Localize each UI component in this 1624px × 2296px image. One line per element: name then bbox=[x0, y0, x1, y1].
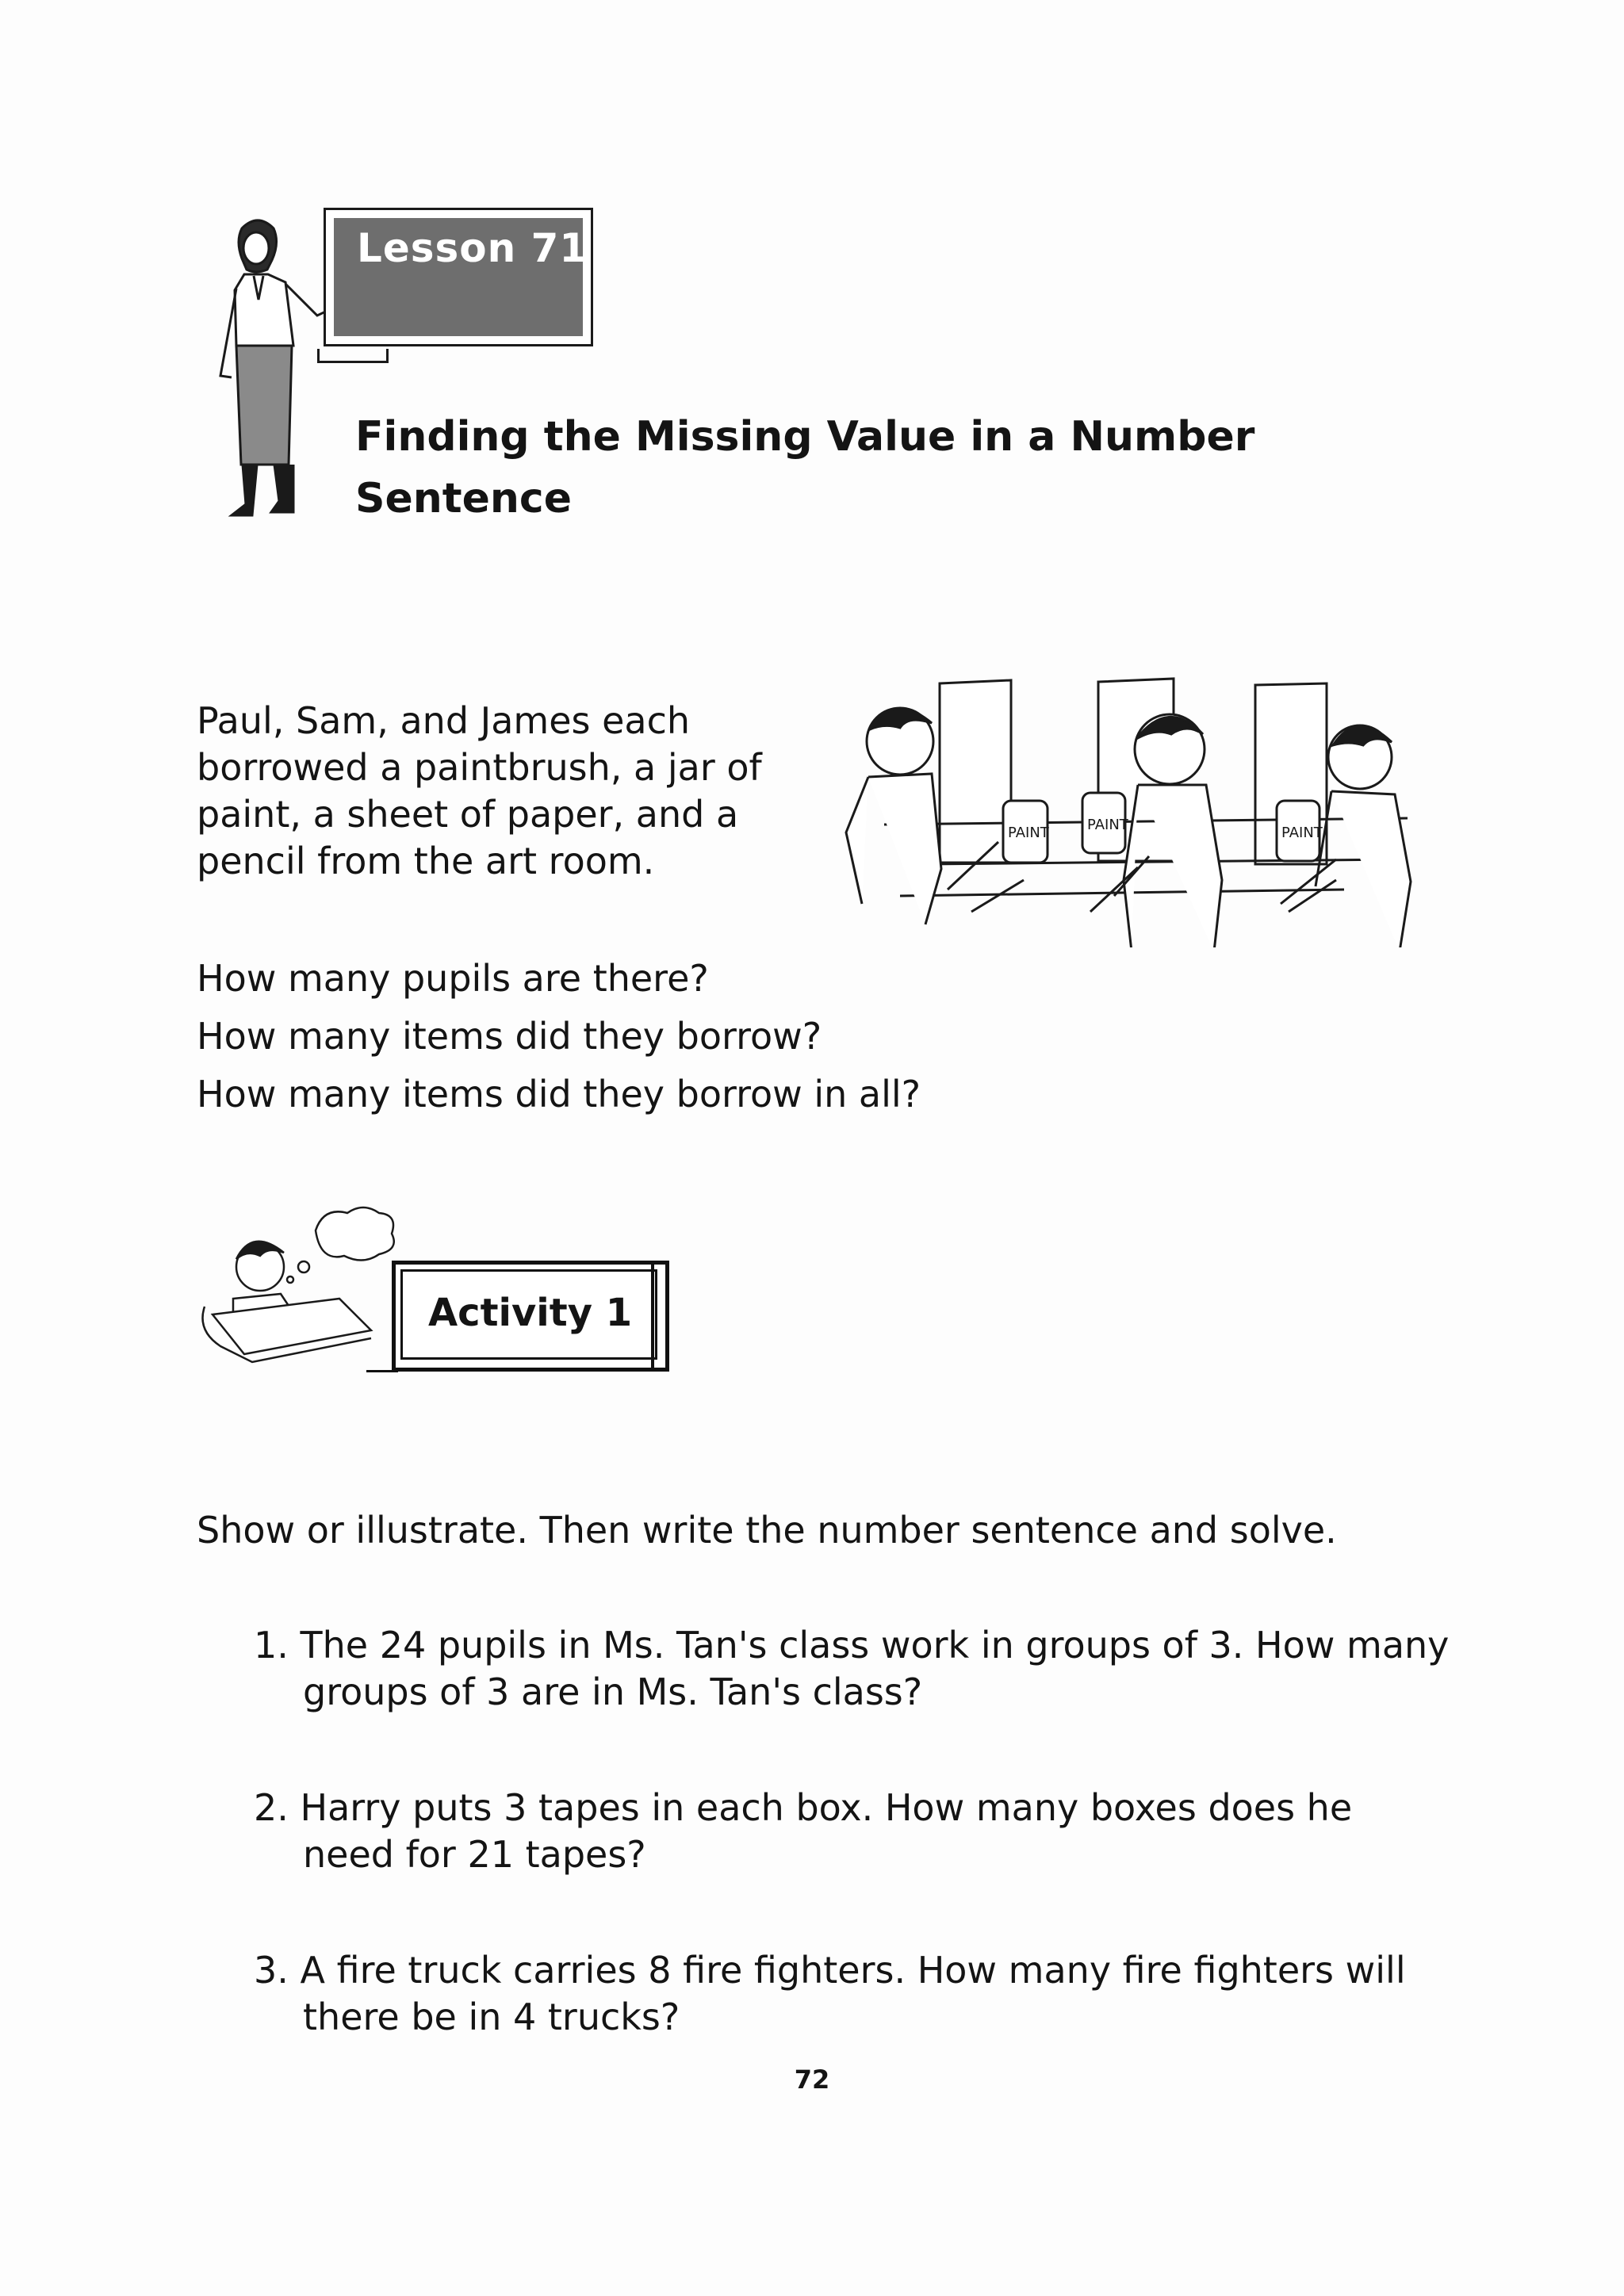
intro-paragraph bbox=[197, 698, 831, 885]
problem-item bbox=[254, 1947, 1443, 2042]
paint-jar-label: PAINT bbox=[1281, 825, 1323, 841]
problem-line-1 bbox=[254, 1622, 1450, 1669]
problem-line-1 bbox=[254, 1947, 1443, 1994]
problem-line-2: there be in 4 trucks? bbox=[303, 1996, 680, 2038]
problem-item bbox=[254, 1785, 1443, 1880]
paint-jar-label: PAINT bbox=[1087, 817, 1128, 833]
question: How many pupils are there? bbox=[197, 957, 709, 1000]
problem-line-2: need for 21 tapes? bbox=[303, 1833, 646, 1876]
problem-line-2: groups of 3 are in Ms. Tan's class? bbox=[303, 1670, 923, 1713]
intro-line: paint, a sheet of paper, and a bbox=[197, 793, 739, 836]
page-title bbox=[355, 406, 1291, 530]
problem-line-1 bbox=[254, 1785, 1443, 1831]
art-room-illustration bbox=[837, 674, 1423, 947]
problem-number: 2. bbox=[254, 1786, 289, 1829]
intro-line: borrowed a paintbrush, a jar of bbox=[197, 746, 762, 789]
problem-text: The 24 pupils in Ms. Tan's class work in groups of 3. How many bbox=[300, 1624, 1450, 1667]
board-stand bbox=[317, 349, 389, 363]
activity-instruction: Show or illustrate. Then write the number sentence and solve. bbox=[197, 1509, 1337, 1552]
thinking-child-illustration bbox=[197, 1203, 395, 1370]
title-line-1: Finding the Missing Value in a Number bbox=[355, 413, 1255, 461]
problem-item bbox=[254, 1622, 1450, 1717]
page-number: 72 bbox=[794, 2064, 830, 2095]
problem-number: 3. bbox=[254, 1949, 289, 1992]
paint-jar-label: PAINT bbox=[1008, 825, 1049, 841]
activity-label: Activity 1 bbox=[428, 1291, 633, 1335]
title-line-2: Sentence bbox=[355, 475, 572, 522]
question: How many items did they borrow? bbox=[197, 1015, 822, 1058]
question: How many items did they borrow in all? bbox=[197, 1073, 921, 1115]
activity-underline bbox=[366, 1370, 398, 1372]
lesson-label: Lesson 71 bbox=[357, 225, 588, 271]
problem-text: Harry puts 3 tapes in each box. How many boxes does he bbox=[300, 1786, 1353, 1829]
problem-text: A fire truck carries 8 fire fighters. How many fire fighters will bbox=[300, 1949, 1406, 1992]
intro-line: Paul, Sam, and James each bbox=[197, 699, 691, 742]
problem-number: 1. bbox=[254, 1624, 289, 1667]
warmup-questions bbox=[197, 950, 1148, 1123]
intro-line: pencil from the art room. bbox=[197, 840, 655, 882]
